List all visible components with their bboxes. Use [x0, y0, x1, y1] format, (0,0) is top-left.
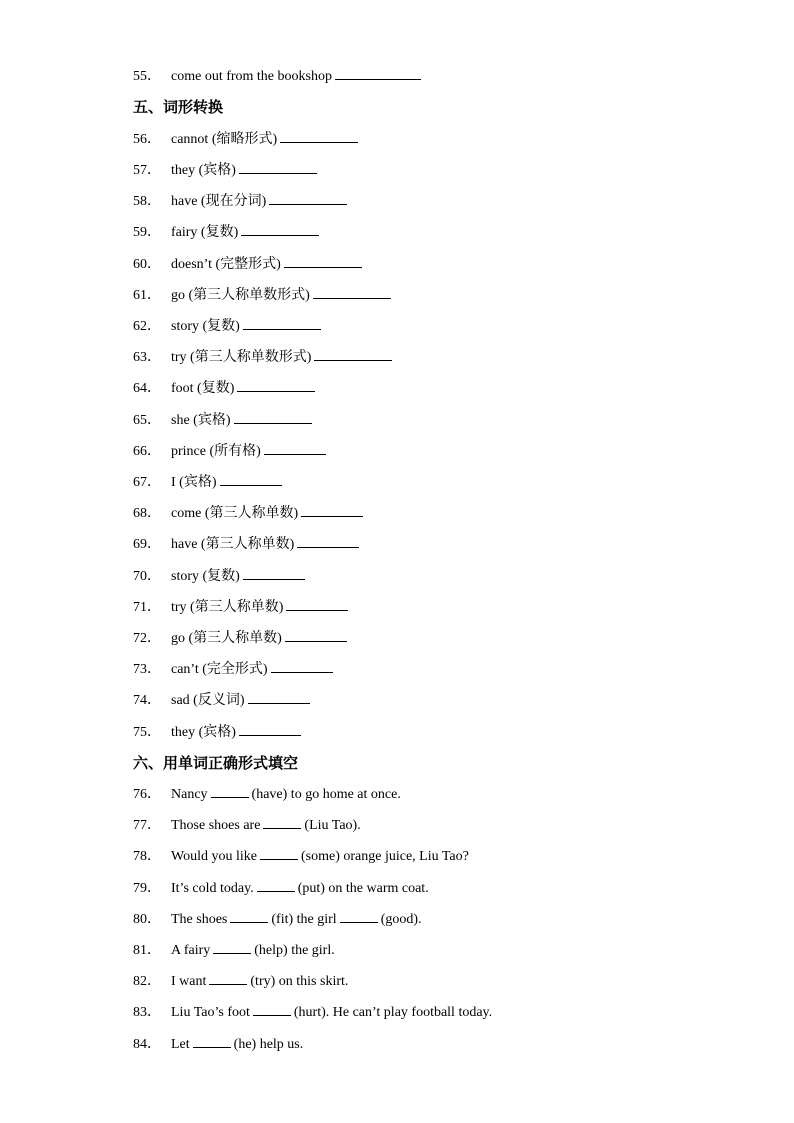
question-text: come (第三人称单数)	[171, 506, 299, 521]
answer-blank[interactable]	[243, 315, 321, 330]
question-text: try (第三人称单数)	[171, 600, 284, 615]
answer-blank[interactable]	[313, 284, 391, 299]
answer-blank[interactable]	[241, 221, 319, 236]
question-number: 76．	[133, 787, 161, 802]
section-heading-5: 五、词形转换	[133, 98, 224, 116]
question-text: cannot (缩略形式)	[171, 132, 278, 147]
question-68	[133, 502, 366, 524]
question-text: (have) to go home at once.	[251, 787, 401, 802]
answer-blank[interactable]	[335, 65, 421, 80]
question-text: Let	[171, 1037, 190, 1052]
answer-blank[interactable]	[220, 471, 282, 486]
question-text: foot (复数)	[171, 381, 235, 396]
answer-blank[interactable]	[253, 1001, 291, 1016]
question-55	[133, 65, 424, 87]
question-60	[133, 253, 365, 275]
question-text: come out from the bookshop	[171, 69, 332, 84]
answer-blank[interactable]	[280, 128, 358, 143]
question-number: 62．	[133, 319, 161, 334]
question-84	[133, 1033, 303, 1055]
question-65	[133, 409, 315, 431]
question-text: (put) on the warm coat.	[297, 881, 429, 896]
question-71	[133, 596, 351, 618]
question-text: (some) orange juice, Liu Tao?	[300, 849, 469, 864]
question-text: have (现在分词)	[171, 194, 267, 209]
question-text: It’s cold today.	[171, 881, 254, 896]
question-text: fairy (复数)	[171, 225, 239, 240]
question-number: 83．	[133, 1005, 161, 1020]
question-number: 71．	[133, 600, 161, 615]
question-80	[133, 908, 422, 930]
question-number: 78．	[133, 849, 161, 864]
question-text: (good).	[380, 912, 422, 927]
question-text: (fit) the girl	[271, 912, 337, 927]
question-text: prince (所有格)	[171, 444, 261, 459]
question-83	[133, 1001, 492, 1023]
answer-blank[interactable]	[239, 721, 301, 736]
answer-blank[interactable]	[211, 783, 249, 798]
answer-blank[interactable]	[193, 1033, 231, 1048]
question-text: (he) help us.	[233, 1037, 304, 1052]
question-text: Would you like	[171, 849, 257, 864]
answer-blank[interactable]	[237, 377, 315, 392]
question-number: 65．	[133, 413, 161, 428]
question-number: 57．	[133, 163, 161, 178]
question-text: A fairy	[171, 943, 211, 958]
question-text: Those shoes are	[171, 818, 261, 833]
question-69	[133, 533, 362, 555]
answer-blank[interactable]	[248, 689, 310, 704]
answer-blank[interactable]	[284, 253, 362, 268]
question-63	[133, 346, 395, 368]
question-70	[133, 565, 308, 587]
question-73	[133, 658, 336, 680]
question-text: (try) on this skirt.	[250, 974, 349, 989]
question-number: 67．	[133, 475, 161, 490]
question-text: sad (反义词)	[171, 693, 245, 708]
question-text: (help) the girl.	[254, 943, 335, 958]
answer-blank[interactable]	[257, 877, 295, 892]
answer-blank[interactable]	[213, 939, 251, 954]
question-67	[133, 471, 285, 493]
question-text: (hurt). He can’t play football today.	[293, 1005, 493, 1020]
question-number: 68．	[133, 506, 161, 521]
question-79	[133, 877, 429, 899]
answer-blank[interactable]	[271, 658, 333, 673]
answer-blank[interactable]	[269, 190, 347, 205]
question-number: 84．	[133, 1037, 161, 1052]
answer-blank[interactable]	[285, 627, 347, 642]
question-number: 66．	[133, 444, 161, 459]
question-77	[133, 814, 361, 836]
question-number: 60．	[133, 257, 161, 272]
answer-blank[interactable]	[301, 502, 363, 517]
question-62	[133, 315, 324, 337]
question-61	[133, 284, 394, 306]
answer-blank[interactable]	[340, 908, 378, 923]
question-number: 79．	[133, 881, 161, 896]
question-number: 55．	[133, 69, 161, 84]
question-number: 70．	[133, 569, 161, 584]
answer-blank[interactable]	[234, 409, 312, 424]
question-text: Nancy	[171, 787, 208, 802]
question-82	[133, 970, 348, 992]
question-number: 72．	[133, 631, 161, 646]
question-78	[133, 845, 469, 867]
question-text: (Liu Tao).	[304, 818, 361, 833]
question-number: 56．	[133, 132, 161, 147]
question-72	[133, 627, 350, 649]
question-number: 80．	[133, 912, 161, 927]
question-text: can’t (完全形式)	[171, 662, 268, 677]
question-number: 77．	[133, 818, 161, 833]
question-text: story (复数)	[171, 319, 240, 334]
question-text: Liu Tao’s foot	[171, 1005, 250, 1020]
question-number: 69．	[133, 537, 161, 552]
question-number: 64．	[133, 381, 161, 396]
question-text: have (第三人称单数)	[171, 537, 295, 552]
question-75	[133, 721, 304, 743]
answer-blank[interactable]	[314, 346, 392, 361]
question-number: 61．	[133, 288, 161, 303]
answer-blank[interactable]	[230, 908, 268, 923]
answer-blank[interactable]	[209, 970, 247, 985]
answer-blank[interactable]	[260, 845, 298, 860]
question-text: go (第三人称单数形式)	[171, 288, 310, 303]
question-56	[133, 128, 361, 150]
answer-blank[interactable]	[286, 596, 348, 611]
answer-blank[interactable]	[243, 565, 305, 580]
question-text: story (复数)	[171, 569, 240, 584]
question-number: 59．	[133, 225, 161, 240]
section-heading-6: 六、用单词正确形式填空	[133, 754, 299, 772]
question-64	[133, 377, 318, 399]
question-number: 63．	[133, 350, 161, 365]
question-number: 82．	[133, 974, 161, 989]
question-text: she (宾格)	[171, 413, 231, 428]
question-81	[133, 939, 335, 961]
question-text: they (宾格)	[171, 163, 236, 178]
question-text: The shoes	[171, 912, 228, 927]
question-57	[133, 159, 320, 181]
question-text: I want	[171, 974, 207, 989]
answer-blank[interactable]	[239, 159, 317, 174]
answer-blank[interactable]	[263, 814, 301, 829]
question-76	[133, 783, 401, 805]
answer-blank[interactable]	[264, 440, 326, 455]
question-number: 73．	[133, 662, 161, 677]
question-text: I (宾格)	[171, 475, 217, 490]
question-number: 81．	[133, 943, 161, 958]
question-text: they (宾格)	[171, 725, 236, 740]
question-59	[133, 221, 322, 243]
question-58	[133, 190, 350, 212]
question-66	[133, 440, 329, 462]
answer-blank[interactable]	[297, 533, 359, 548]
question-number: 58．	[133, 194, 161, 209]
question-text: try (第三人称单数形式)	[171, 350, 312, 365]
question-74	[133, 689, 313, 711]
question-number: 74．	[133, 693, 161, 708]
question-text: doesn’t (完整形式)	[171, 257, 281, 272]
question-text: go (第三人称单数)	[171, 631, 282, 646]
question-number: 75．	[133, 725, 161, 740]
